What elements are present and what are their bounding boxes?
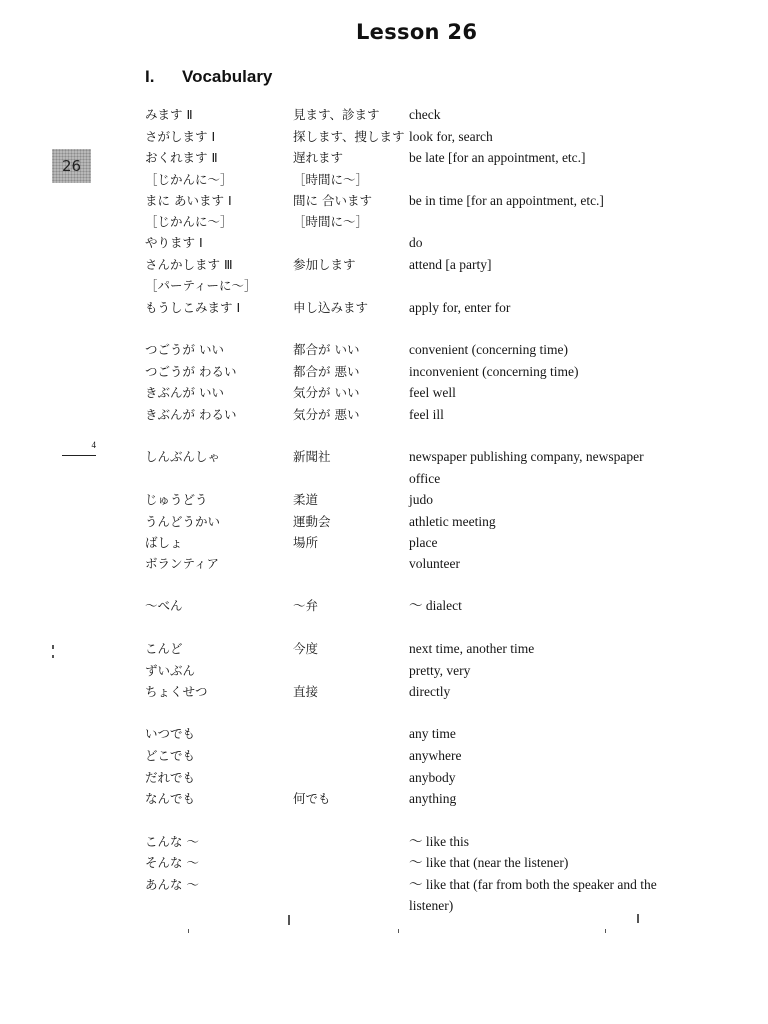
vocab-row [0,767,768,788]
vocab-kanji: 直接 [293,684,319,699]
vocab-kana: みます Ⅱ [145,107,193,122]
scan-speck [52,655,54,658]
vocab-english: be late [for an appointment, etc.] [409,150,586,165]
vocab-kanji: 運動会 [293,514,331,529]
vocab-row [0,638,768,659]
vocab-kanji: 都合が いい [293,342,360,357]
vocab-row [0,553,768,574]
vocab-row [0,468,768,489]
vocab-kana: さがします Ⅰ [145,129,216,144]
vocab-kanji: 申し込みます [293,300,369,315]
vocab-row [0,126,768,147]
vocab-english: listener) [409,898,454,913]
vocab-kana: ～べん [145,598,183,613]
vocab-kana: ちょくせつ [145,684,208,699]
vocab-kana: しんぶんしゃ [145,449,221,464]
vocab-row [0,297,768,318]
vocab-kana: もうしこみます Ⅰ [145,300,241,315]
vocab-kanji: 気分が 悪い [293,407,360,422]
vocab-english: convenient (concerning time) [409,342,568,357]
vocab-row [0,595,768,616]
vocab-english: ～ like this [409,834,469,849]
vocab-kanji: 探します、捜します [293,129,405,144]
vocab-english: directly [409,684,451,699]
vocab-english: feel ill [409,407,444,422]
vocab-kana: こんど [145,641,183,656]
vocab-row [0,382,768,403]
vocab-kanji: ［時間に～］ [293,172,369,187]
vocab-row [0,190,768,211]
vocab-english: look for, search [409,129,493,144]
vocab-row [0,232,768,253]
vocab-kana: まに あいます Ⅰ [145,193,232,208]
vocab-kana: さんかします Ⅲ [145,257,233,272]
vocab-english: do [409,235,423,250]
vocab-english: be in time [for an appointment, etc.] [409,193,604,208]
scan-speck [288,915,290,925]
vocab-kanji: ［時間に～］ [293,214,369,229]
vocab-english: check [409,107,441,122]
vocab-kana: そんな ～ [145,855,199,870]
vocab-kana: あんな ～ [145,877,199,892]
vocab-english: anybody [409,770,456,785]
vocab-kana: ［パーティーに～］ [145,278,257,293]
vocab-row [0,339,768,360]
vocab-kana: きぶんが わるい [145,407,237,422]
vocab-english: office [409,471,441,486]
vocab-kana: ずいぶん [145,663,196,678]
margin-line-marker: 4 [62,441,96,456]
vocab-english: newspaper publishing company, newspaper [409,449,644,464]
vocab-english: ～ dialect [409,598,462,613]
vocab-kanji: ～弁 [293,598,319,613]
vocab-row [0,511,768,532]
vocab-row [0,831,768,852]
vocab-kana: おくれます Ⅱ [145,150,218,165]
vocab-kana: うんどうかい [145,514,221,529]
vocab-english: any time [409,726,456,741]
vocab-row [0,895,768,916]
vocab-row [0,147,768,168]
vocab-kana: じゅうどう [145,492,208,507]
vocab-kana: だれでも [145,770,196,785]
vocab-english: attend [a party] [409,257,492,272]
vocab-kana: ばしょ [145,535,183,550]
vocab-kanji: 新聞社 [293,449,331,464]
vocab-kana: なんでも [145,791,196,806]
vocab-kanji: 遅れます [293,150,344,165]
vocab-english: ～ like that (near the listener) [409,855,569,870]
section-heading [145,67,272,87]
vocab-row [0,169,768,190]
vocab-row [0,852,768,873]
vocab-english: apply for, enter for [409,300,511,315]
vocab-row [0,681,768,702]
vocab-kanji: 柔道 [293,492,319,507]
vocab-kana: つごうが いい [145,342,224,357]
vocab-kanji: 何でも [293,791,331,806]
vocab-english: next time, another time [409,641,535,656]
scan-speck [188,929,189,933]
vocab-english: volunteer [409,556,460,571]
vocab-row [0,211,768,232]
vocab-english: athletic meeting [409,514,496,529]
vocab-row [0,745,768,766]
section-title: Vocabulary [182,67,273,86]
page-title: Lesson 26 [356,20,478,44]
vocab-row [0,532,768,553]
vocab-kana: いつでも [145,726,196,741]
vocab-kanji: 間に 合います [293,193,372,208]
vocab-english: ～ like that (far from both the speaker and the [409,877,657,892]
vocab-row [0,788,768,809]
vocab-kanji: 見ます、診ます [293,107,380,122]
vocab-english: anywhere [409,748,462,763]
vocab-row [0,275,768,296]
vocab-kanji: 気分が いい [293,385,360,400]
vocab-kanji: 都合が 悪い [293,364,360,379]
vocab-row [0,446,768,467]
vocab-row [0,489,768,510]
scan-speck [637,914,639,923]
scan-speck [398,929,399,933]
vocab-kana: やります Ⅰ [145,235,203,250]
vocab-row [0,660,768,681]
vocab-kana: こんな ～ [145,834,199,849]
vocab-kana: ［じかんに～］ [145,214,233,229]
vocab-row [0,361,768,382]
vocab-row [0,874,768,895]
vocab-row [0,404,768,425]
vocab-kanji: 場所 [293,535,319,550]
vocab-english: feel well [409,385,456,400]
vocab-kana: きぶんが いい [145,385,224,400]
vocab-kana: ボランティア [145,556,220,571]
vocab-kana: どこでも [145,748,196,763]
vocab-kanji: 今度 [293,641,319,656]
scan-speck [52,645,54,649]
lesson-number-tab: 26 [52,149,91,183]
vocab-row [0,254,768,275]
vocab-english: anything [409,791,457,806]
vocab-kana: ［じかんに～］ [145,172,233,187]
section-number: I. [145,67,155,86]
vocab-english: inconvenient (concerning time) [409,364,579,379]
vocab-english: judo [409,492,434,507]
vocab-kana: つごうが わるい [145,364,237,379]
scan-speck [605,929,606,933]
vocab-row [0,723,768,744]
vocab-english: pretty, very [409,663,471,678]
vocab-kanji: 参加します [293,257,356,272]
vocab-english: place [409,535,438,550]
vocab-row [0,104,768,125]
